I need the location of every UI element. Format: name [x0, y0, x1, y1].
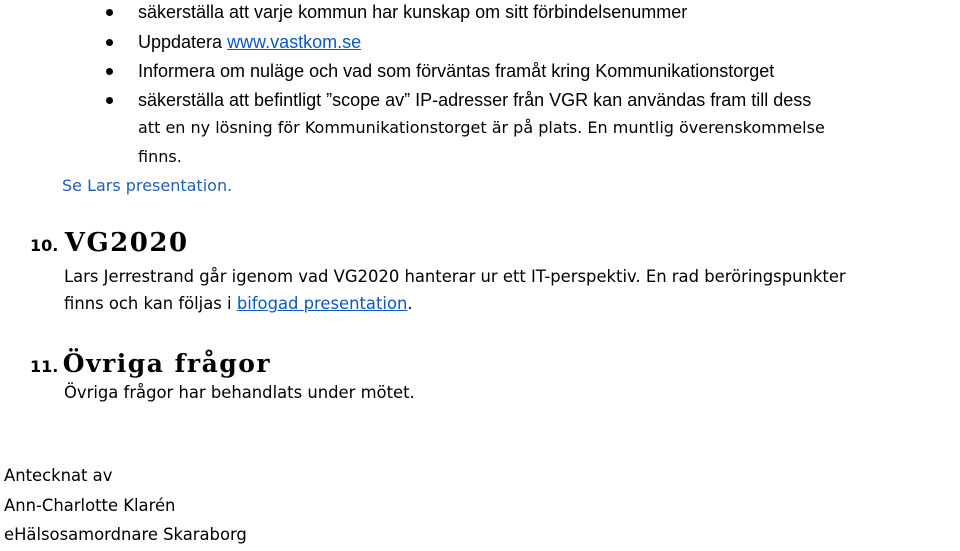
bullet-prefix: Uppdatera — [138, 32, 228, 52]
section-10-text — [64, 294, 413, 314]
bullet-continuation: finns. — [138, 147, 182, 166]
presentation-link-suffix: . — [227, 176, 233, 195]
signature-label: Antecknat av — [4, 466, 113, 485]
presentation-link[interactable]: Se Lars presentation — [62, 176, 228, 195]
vastkom-link[interactable]: www.vastkom.se — [227, 32, 362, 52]
section-11-text: Övriga frågor har behandlats under mötet. — [64, 383, 415, 402]
bullet-icon — [106, 39, 113, 46]
section-10-suffix: . — [407, 294, 413, 313]
section-title: Övriga frågor — [62, 349, 272, 378]
bullet-text: Informera om nuläge och vad som förväntas framåt kring Kommunikationstorget — [138, 61, 775, 81]
section-number: 10. — [30, 236, 59, 255]
bullet-text — [138, 32, 361, 52]
bullet-text: säkerställa att befintligt ”scope av” IP-adresser från VGR kan användas fram till dess — [138, 90, 812, 110]
section-11-heading — [30, 349, 271, 378]
section-10-heading — [30, 228, 189, 258]
signature-title: eHälsosamordnare Skaraborg — [4, 525, 247, 544]
section-number: 11. — [30, 357, 59, 376]
bullet-text: säkerställa att varje kommun har kunskap om sitt förbindelsenummer — [138, 2, 688, 22]
presentation-line — [62, 176, 232, 196]
signature-name: Ann-Charlotte Klarén — [4, 496, 176, 515]
section-10-prefix: finns och kan följas i — [64, 294, 237, 313]
bullet-continuation: att en ny lösning för Kommunikationstorget är på plats. En muntlig överenskommelse — [138, 118, 825, 137]
section-10-text: Lars Jerrestrand går igenom vad VG2020 hanterar ur ett IT-perspektiv. En rad beröringspunkter — [64, 267, 846, 286]
bullet-icon — [106, 97, 113, 104]
bullet-icon — [106, 68, 113, 75]
section-title: VG2020 — [64, 228, 189, 258]
bullet-icon — [106, 9, 113, 16]
bifogad-presentation-link[interactable]: bifogad presentation — [236, 294, 408, 313]
